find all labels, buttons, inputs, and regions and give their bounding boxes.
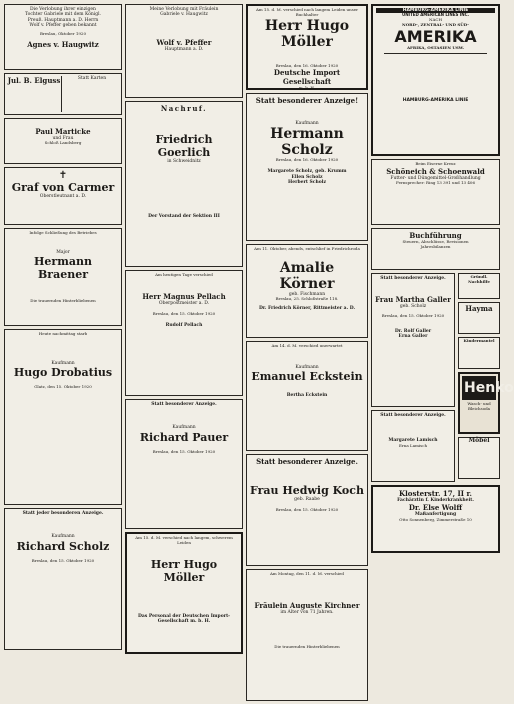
notice-sub: geb. Fischmann [288, 291, 326, 297]
column-2 [125, 4, 243, 657]
pellach-obituary [125, 270, 243, 396]
ad-sub: AFRIKA, OSTASIEN USW. [406, 44, 465, 50]
notice-name: Fräulein Auguste Kirchner [254, 600, 360, 610]
ad-note: Otto Sonnenberg, Zimmerstraße 10 [399, 516, 472, 522]
notice-head: Statt besonderer Anzeige! [255, 96, 359, 105]
hayma-ad [458, 302, 500, 334]
notice-note: Dr. Friedrich Körner, Rittmeister a. D. [258, 306, 356, 311]
notice-name: Graf von Carmer [11, 181, 115, 194]
column-3 [246, 4, 368, 704]
pauer-obituary [125, 399, 243, 529]
notice-sub: geb. Raabe [294, 497, 320, 502]
ad-title: Möbel [468, 437, 490, 444]
notice-head: Statt besonderer Anzeige. [380, 276, 446, 281]
notice-name: Amalie Körner [279, 259, 335, 292]
eckstein-obituary [246, 341, 368, 451]
ad-note: Fernsprecher: Ring 13 391 und 13 406 [396, 180, 475, 186]
notice-name: Agnes v. Haugwitz [27, 40, 99, 50]
notice-date: Breslau, 25. Schloßstraße 118. [275, 296, 339, 302]
notice-head: Am 11. Oktober, abends, entschlief in Friedrichroda [254, 246, 360, 251]
notice-head: Am 14. d. M. verschied unerwartet [271, 343, 343, 348]
ad-sub: NORD-, ZENTRAL- UND SÜD- [402, 22, 469, 27]
notice-date: Breslau, den 15. Oktober 1920 [152, 311, 216, 317]
hamburg-america-ad [371, 4, 500, 156]
notice-sub: Bertha Eckstein [286, 393, 328, 399]
braener-obituary [4, 228, 122, 326]
notice-head: Am 15. d. M. verschied nach langem Leiden unser Buchhalter [255, 7, 359, 17]
ad-sub: Wasch- und Bleichsoda [467, 401, 491, 411]
notice-name: Hugo Drobatius [13, 366, 113, 380]
notice-left: Jul. B. Elguss [7, 76, 62, 112]
notice-name: Herr Hugo Möller [150, 557, 218, 584]
notice-head: Statt besonderer Anzeige. [380, 413, 446, 418]
notice-sub: in Schweidnitz [167, 159, 201, 164]
notice-name: Friedrich Goerlich [155, 133, 213, 159]
side-ads [458, 273, 514, 485]
scholz-obituary [4, 508, 122, 650]
ad-title: Hayma [465, 304, 493, 313]
henko-ad [458, 372, 514, 434]
ad-title: Gründl. Nachhilfe [468, 274, 490, 284]
notice-line: Tochter Gabriele mit dem Königl. [24, 12, 101, 18]
ad-title: Fachärztin f. Kinderkrankheit. [397, 498, 474, 503]
divider [384, 53, 487, 54]
obituary-stack [371, 273, 455, 485]
column-1 [4, 4, 122, 653]
split-notice [4, 73, 122, 115]
notice-head: Am heutigen Tage verschied [155, 272, 213, 277]
tutoring-ad [458, 273, 500, 299]
notice-head: Statt besonderer Anzeige. [256, 457, 358, 466]
notice-right: Statt Karten [77, 76, 107, 81]
ad-sub: NACH [429, 17, 442, 23]
lamisch-obituary [371, 410, 455, 482]
drobatius-obituary [4, 329, 122, 505]
notice-date: Breslau, den 16. Oktober 1920 [275, 157, 339, 163]
column-4 [371, 4, 514, 556]
notice-sub: Oberpostmeister a. D. [158, 300, 210, 306]
notice-name: Richard Scholz [16, 539, 110, 553]
notice-title: Kaufmann [172, 425, 196, 431]
notice-date: Breslau, den 15. Oktober 1920 [275, 507, 339, 513]
pfeffer-engagement [125, 4, 243, 98]
ad-sub: Maßanfertigung [414, 512, 457, 518]
doctor-ad [371, 485, 500, 553]
notice-sub: Hauptmann a. D. [164, 46, 204, 52]
koerner-obituary [246, 244, 368, 338]
notice-title: Kaufmann [295, 364, 319, 370]
notice-title: Kaufmann [51, 360, 75, 366]
ad-head: HAMBURG-AMERIKA LINIE [376, 8, 495, 13]
mourner-name: Dr. Rolf Galler [394, 328, 432, 334]
mourner-name: Herbert Scholz [287, 180, 327, 186]
notice-foot: Die trauernden Hinterbliebenen [274, 644, 340, 650]
ad-title: Schöneich & Schoenwald [386, 166, 485, 176]
schoeneich-ad [371, 159, 500, 225]
notice-name: Wolf v. Pfeffer [156, 37, 212, 47]
hermann-scholz-obituary [246, 93, 368, 241]
cross-icon: ✝ [58, 170, 68, 181]
notice-note: Schloß Landsberg [44, 140, 82, 146]
notice-name: Hermann Braener [34, 255, 92, 282]
ad-sub: UNITED AMERICAN LINES INC. [401, 12, 470, 18]
engagement-notice [4, 4, 122, 70]
notice-note: Der Vorstand der Sektion III [148, 214, 220, 220]
galler-obituary [371, 273, 455, 407]
koch-obituary [246, 454, 368, 566]
ad-title: AMERIKA [394, 26, 477, 46]
carmer-obituary [4, 167, 122, 225]
notice-head: Am Montag, den 11. d. M. verschied [270, 571, 344, 576]
notice-head: Heute nachmittag starb [38, 331, 88, 336]
notice-sub: geb. Scholz [399, 304, 427, 310]
ad-line: Steuern, Abschlüsse, Revisionen [402, 239, 469, 244]
henko-panel [462, 376, 514, 400]
notice-title: Kaufmann [51, 534, 75, 540]
notice-line: Die Verlobung ihrer einzigen [30, 7, 96, 12]
notice-head: Am 15. d. M. verschied nach langem, schwerem Leiden [135, 535, 233, 545]
notice-date: Breslau, den 16. Oktober 1920 [275, 62, 339, 68]
bookkeeping-ad [371, 228, 500, 270]
notice-head: Nachruf. [160, 104, 208, 113]
ad-head: Beim Eiserne Kreuz [415, 161, 456, 166]
notice-line: Wolf v. Pfeffer geben bekannt [29, 23, 97, 29]
notice-name: Emanuel Eckstein [251, 370, 363, 384]
notice-head: Infolge Schließung des Betriebes [29, 230, 97, 235]
notice-line: Meine Verlobung mit Fräulein [149, 7, 219, 12]
furniture-ad [458, 437, 500, 479]
notice-line: Preuß. Hauptmann a. D. Herrn [27, 17, 99, 23]
notice-sub: Erna Lamisch [398, 442, 428, 448]
coat-ad [458, 337, 500, 369]
notice-name: Herr Hugo Möller [264, 17, 350, 50]
moeller-staff-obituary [125, 532, 243, 654]
notice-sub: im Alter von 71 Jahren. [280, 609, 334, 615]
notice-note: Die trauernden Hinterbliebenen [30, 298, 96, 304]
ad-title: Henko [464, 380, 514, 396]
notice-name: Hermann Scholz [270, 126, 344, 159]
notice-head: Statt besonderer Anzeige. [151, 402, 217, 407]
notice-date: Breslau, den 15. Oktober 1920 [381, 312, 445, 318]
ad-line: Jahresbilanzen [420, 243, 451, 249]
moeller-firm-obituary [246, 4, 368, 90]
notice-head: Statt jeder besonderen Anzeige. [22, 511, 104, 516]
notice-name: Paul Marticke [35, 127, 91, 136]
firm-name: Deutsche Import Gesellschaft [273, 68, 341, 87]
lower-right-block [371, 273, 514, 485]
kirchner-obituary [246, 569, 368, 701]
mourner-name: Ellen Scholz [291, 174, 323, 180]
ad-name: Dr. Else Wolff [408, 503, 463, 513]
notice-title: Kaufmann [295, 121, 319, 126]
mourner-name: Margarete Scholz, geb. Krumm [267, 169, 347, 175]
marticke-notice [4, 118, 122, 164]
notice-line: Gabriele v. Haugwitz [160, 12, 208, 18]
notice-date: Breslau, den 15. Oktober 1920 [31, 557, 95, 563]
ad-head: Buchführung [409, 231, 462, 240]
mourner-name: Erna Galler [398, 334, 428, 340]
notice-foot: Das Personal der Deutschen Import-Gesellschaft m. b. H. [137, 613, 231, 624]
notice-name: Herr Magnus Pellach [142, 291, 226, 301]
notice-date: Glatz, den 15. Oktober 1920 [34, 384, 92, 390]
notice-title: Major [56, 249, 70, 255]
notice-name: Frau Hedwig Koch [250, 484, 364, 497]
notice-name: Frau Martha Galler [375, 295, 451, 305]
notice-name: Richard Pauer [139, 430, 229, 444]
notice-sub: Oberstleutnant a. D. [39, 194, 87, 199]
notice-sub: und Frau [52, 136, 74, 141]
firm-suffix: m. b. H. [298, 85, 316, 91]
notice-name: Rudolf Pellach [165, 323, 203, 328]
ad-sub: Futter- und Düngemittel-Großhandlung [390, 175, 481, 181]
notice-date: Breslau, den 15. Oktober 1920 [152, 448, 216, 454]
notice-name: Margarete Lamisch [388, 438, 438, 444]
goerlich-obituary [125, 101, 243, 267]
notice-date: Breslau, Oktober 1920 [39, 30, 87, 36]
ad-foot: HAMBURG-AMERIKA LINIE [402, 97, 469, 103]
ad-head: Klosterstr. 17, II r. [399, 489, 472, 498]
ad-title: Kindermantel [463, 338, 495, 343]
